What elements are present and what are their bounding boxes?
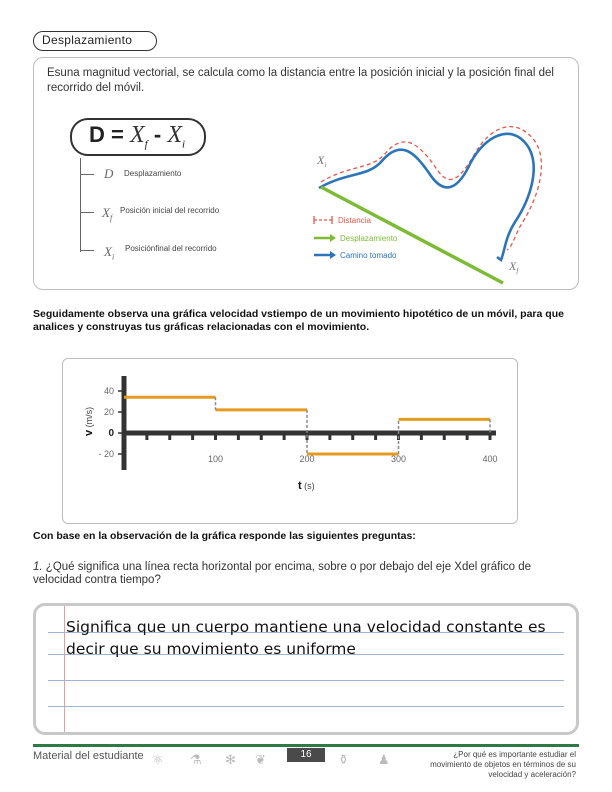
formula-term-initial: X	[167, 122, 182, 148]
answer-box[interactable]	[33, 603, 579, 735]
legend-tick	[80, 250, 94, 251]
formula-lhs: D	[89, 122, 105, 147]
legend-symbol-xi: $X_i$	[104, 244, 115, 262]
legend-label-xi: Posiciónfinal del recorrido	[125, 244, 217, 253]
formula-equals: =	[111, 122, 124, 147]
legend-symbol-xf: $X_f$	[102, 205, 113, 223]
footer-bar	[33, 744, 579, 747]
formula-box	[70, 118, 206, 156]
definition-box	[33, 57, 579, 290]
footer-label: Material del estudiante	[33, 750, 144, 762]
start-label: $X_i$	[317, 153, 327, 169]
x-axis-label: t (s)	[298, 480, 315, 492]
answer-text[interactable]: Significa que un cuerpo mantiene una velocidad constante es decir que su movimiento es uniforme	[66, 618, 546, 658]
y-tick-label: - 20	[98, 449, 114, 459]
x-tick-label: 300	[390, 454, 407, 464]
legend-label-d: Desplazamiento	[124, 169, 182, 178]
footer-question: ¿Por qué es importante estudiar el movimiento de objetos en términos de su velocidad y aceleración?	[430, 750, 576, 779]
formula-term-final: X	[130, 122, 145, 148]
questions-prompt: Con base en la observación de la gráfica responde las siguientes preguntas:	[33, 530, 416, 542]
distance-legend-label: Distancia	[338, 216, 371, 225]
legend-label-xf: Posición inicial del recorrido	[120, 206, 220, 215]
y-tick-label: 20	[103, 407, 114, 417]
x-tick-label: 200	[299, 454, 315, 464]
legend-bracket	[80, 158, 81, 252]
legend-symbol-d: D	[104, 166, 114, 181]
section-title: Desplazamiento	[33, 31, 157, 51]
path-legend-arrowhead	[330, 251, 336, 259]
notebook-line	[48, 680, 564, 681]
end-label: $X_f$	[509, 259, 519, 275]
formula-minus: -	[153, 122, 162, 147]
x-tick-label: 400	[482, 454, 498, 464]
molecule-icon: ✻	[225, 752, 236, 767]
graph-prompt: Seguidamente observa una gráfica velocidad vstiempo de un movimiento hipotético de un móvil, para que analices y construyas tus gráficas relacionadas con el movimiento.	[33, 308, 564, 333]
y-axis-label: v (m/s)	[83, 406, 95, 436]
definition-text: Esuna magnitud vectorial, se calcula como la distancia entre la posición inicial y la posición final del recorrido del móvil.	[47, 67, 554, 94]
formula	[89, 122, 185, 150]
velocity-time-chart	[62, 358, 518, 524]
y-tick-label: 0	[108, 428, 114, 439]
displacement-legend-label: Desplazamiento	[340, 234, 398, 243]
figure-legend	[312, 214, 422, 264]
legend-tick	[80, 212, 94, 213]
bell-icon: ♟	[378, 752, 390, 767]
beaker-icon: ⚱	[338, 752, 349, 767]
notebook-margin	[64, 606, 65, 732]
notebook-line	[48, 706, 564, 707]
formula-sub-initial: i	[181, 138, 186, 151]
question-text: ¿Qué significa una línea recta horizontal por encima, sobre o por debajo del eje Xdel gráfico de velocidad contra tiempo?	[33, 561, 532, 586]
leaf-icon: ❦	[255, 752, 266, 767]
question-number: 1.	[33, 561, 43, 573]
atom-icon: ⚛	[152, 752, 164, 767]
displacement-legend-arrowhead	[330, 234, 336, 242]
formula-sub-final: f	[144, 138, 148, 151]
x-tick-label: 100	[207, 454, 224, 464]
flask-icon: ⚗	[190, 752, 202, 767]
legend-tick	[80, 174, 94, 175]
path-legend-label: Camino tomado	[340, 251, 397, 260]
question-1	[33, 561, 579, 587]
page-number: 16	[287, 748, 325, 762]
y-tick-label: 40	[103, 386, 114, 396]
